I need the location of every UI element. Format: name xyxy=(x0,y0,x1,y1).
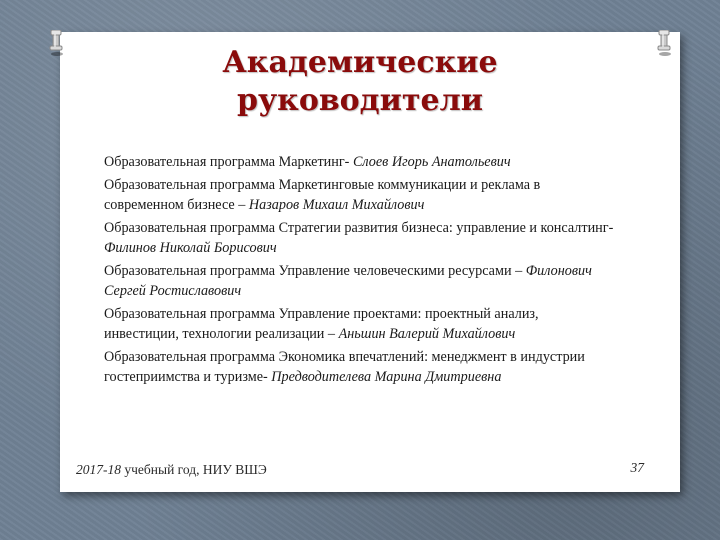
program-prefix: Образовательная программа xyxy=(104,262,279,279)
program-name: Стратегии развития бизнеса: управление и консалтинг- xyxy=(278,219,614,236)
program-item xyxy=(104,304,614,345)
program-prefix: Образовательная программа xyxy=(104,348,279,365)
program-item xyxy=(104,261,614,302)
program-supervisor: Аньшин Валерий Михайлович xyxy=(335,326,516,342)
program-supervisor: Слоев Игорь Анатольевич xyxy=(349,154,511,170)
program-item xyxy=(104,152,614,173)
program-name: Маркетинговые коммуникации и реклама в современном бизнесе – xyxy=(104,176,541,213)
program-item xyxy=(104,347,614,388)
program-supervisor: Предводителева Марина Дмитриевна xyxy=(267,369,502,385)
program-prefix: Образовательная программа xyxy=(104,176,279,193)
program-prefix: Образовательная программа xyxy=(104,219,279,236)
program-supervisor: Назаров Михаил Михайлович xyxy=(245,197,425,213)
program-name: Маркетинг- xyxy=(278,154,350,170)
slide-title-line-2: руководители xyxy=(236,83,484,118)
program-prefix: Образовательная программа xyxy=(104,154,279,170)
slide-title xyxy=(60,44,660,120)
program-name: Управление человеческими ресурсами – xyxy=(278,262,523,279)
program-supervisor: Филинов Николай Борисович xyxy=(104,240,277,256)
program-item xyxy=(104,175,614,216)
program-name: Управление проектами: проектный анализ, инвестиции, технологии реализации – xyxy=(104,305,539,342)
page-number: 37 xyxy=(630,460,644,475)
slide-footer xyxy=(76,462,267,478)
program-item xyxy=(104,218,614,259)
program-name: Экономика впечатлений: менеджмент в индустрии гостеприимства и туризме- xyxy=(104,348,585,385)
program-list xyxy=(104,152,614,390)
footer-text: учебный год, НИУ ВШЭ xyxy=(121,462,267,477)
slide-title-line-1: Академические xyxy=(222,45,498,80)
footer-year: 2017-18 xyxy=(76,462,121,477)
program-prefix: Образовательная программа xyxy=(104,305,279,322)
program-supervisor: Филонович Сергей Ростиславович xyxy=(104,262,592,299)
